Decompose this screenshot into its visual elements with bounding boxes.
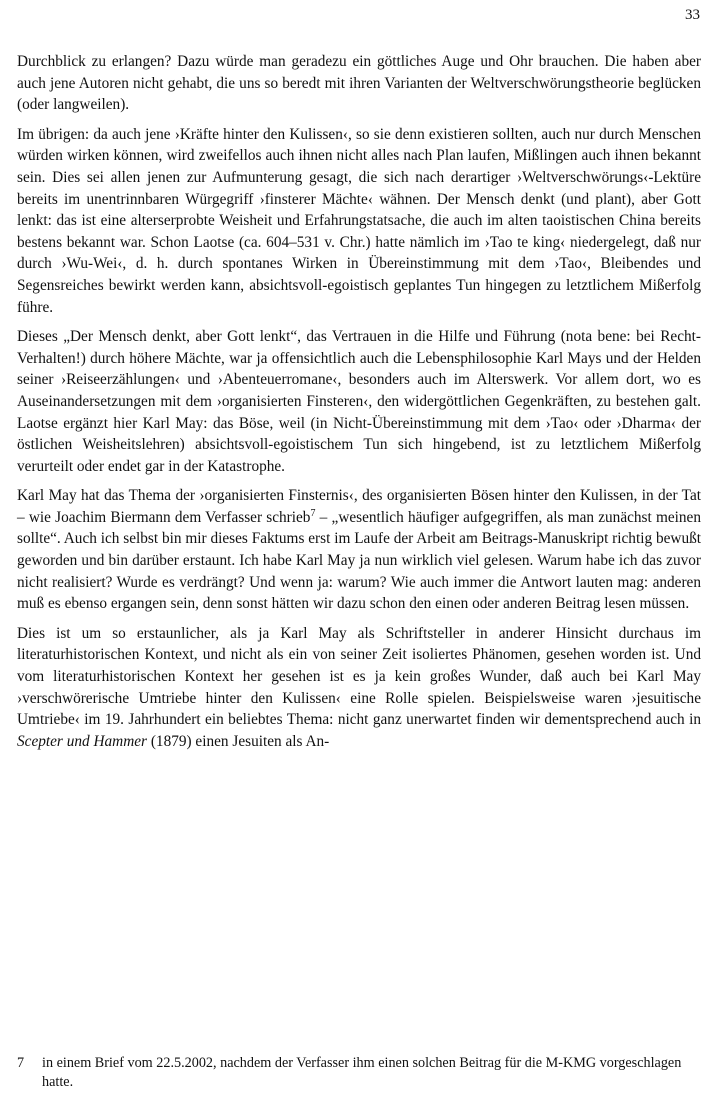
- footnote-text: in einem Brief vom 22.5.2002, nachdem der Verfasser ihm einen solchen Beitrag für die M-KMG vorgeschlagen hatte.: [42, 1055, 682, 1090]
- paragraph-text: Karl May hat das Thema der ›organisierten Finsternis‹, des organisierten Bösen hinter den Kulissen, in der Tat – wie Joachim Biermann dem Verfasser schrieb: [17, 487, 701, 526]
- paragraph: [17, 326, 701, 477]
- book-title: Scepter und Hammer: [17, 732, 147, 750]
- footnote: [17, 1054, 701, 1092]
- paragraph: [17, 124, 701, 318]
- paragraph-text: Durchblick zu erlangen? Dazu würde man geradezu ein göttliches Auge und Ohr brauchen. Die haben aber auch jene Autoren nicht gehabt, die uns so beredt mit ihren Varianten der Weltverschwörungstheorie beglücken (oder langweilen).: [17, 53, 701, 114]
- body-text: [17, 51, 701, 760]
- paragraph-text-continued: – „wesentlich häufiger aufgegriffen, als man zunächst meinen sollte“. Auch ich selbst bin mir dieses Faktums erst im Laufe der Arbeit am Beitrags-Manuskript richtig bewußt geworden und bin darüber erstaunt. Ich habe Karl May ja nun wirklich viel gelesen. Warum habe ich das zuvor nicht realisiert? Wurde es verdrängt? Und wenn ja: warum? Wie auch immer die Antwort lauten mag: anderen muß es ebenso ergangen sein, denn sonst hätten wir dazu schon den einen oder anderen Beitrag lesen müssen.: [17, 508, 701, 613]
- paragraph: [17, 485, 701, 615]
- paragraph-text: Im übrigen: da auch jene ›Kräfte hinter den Kulissen‹, so sie denn existieren sollten, auch nur durch Menschen würden wirken können, wird zweifellos auch ihnen nicht alles nach Plan laufen, Mißlingen auch ihnen bekannt sein. Dies sei allen jenen zur Aufmunterung gesagt, die sich nach derartiger ›Weltverschwörungs‹-Lektüre bereits im unentrinnbaren Würgegriff ›finsterer Mächte‹ wähnen. Der Mensch denkt (und plant), aber Gott lenkt: das ist eine alterserprobte Weisheit und Erfahrungstatsache, die auch im alten taoistischen China bereits bestens bekannt war. Schon Laotse (ca. 604–531 v. Chr.) hatte nämlich im ›Tao te king‹ niedergelegt, daß nur durch ›Wu-Wei‹, d. h. durch spontanes Wirken in Übereinstimmung mit dem ›Tao‹, Bleibendes und Segensreiches bewirkt werden kann, absichtsvoll-egoistisch geplantes Tun hingegen zu letztlichem Mißerfolg führe.: [17, 125, 701, 316]
- footnote-number: 7: [17, 1055, 25, 1071]
- paragraph: [17, 623, 701, 753]
- paragraph-text-continued: (1879) einen Jesuiten als An-: [147, 732, 330, 750]
- paragraph-text: Dies ist um so erstaunlicher, als ja Karl May als Schriftsteller in anderer Hinsicht durchaus im literaturhistorischen Kontext, und nicht als ein von seiner Zeit isoliertes Phänomen, gesehen worden ist. Und vom literaturhistorischen Kontext her gesehen ist es ja kein großes Wunder, daß auch bei Karl May ›verschwörerische Umtriebe hinter den Kulissen‹ eine Rolle spielen. Beispielsweise waren ›jesuitische Umtriebe‹ im 19. Jahrhundert ein beliebtes Thema: nicht ganz unerwartet finden wir dementsprechend auch in: [17, 624, 701, 729]
- paragraph: [17, 51, 701, 116]
- page-number: 33: [685, 7, 700, 23]
- paragraph-text: Dieses „Der Mensch denkt, aber Gott lenkt“, das Vertrauen in die Hilfe und Führung (nota bene: bei Recht-Verhalten!) durch höhere Mächte, war ja offensichtlich auch die Lebensphilosophie Karl Mays und der Helden seiner ›Reiseerzählungen‹ und ›Abenteuerromane‹, besonders auch im Alterswerk. Vor allem dort, wo es Auseinandersetzungen mit dem ›organisierten Finsteren‹, den widergöttlichen Gegenkräften, zu bestehen galt. Laotse ergänzt hier Karl May: das Böse, weil (in Nicht-Übereinstimmung mit dem ›Tao‹ oder ›Dharma‹ der östlichen Weisheitslehren) absichtsvoll-egoistischem Tun sich hingebend, ist zu letztlichem Mißerfolg verurteilt oder endet gar in der Katastrophe.: [17, 328, 701, 475]
- footnote-reference[interactable]: 7: [310, 507, 316, 519]
